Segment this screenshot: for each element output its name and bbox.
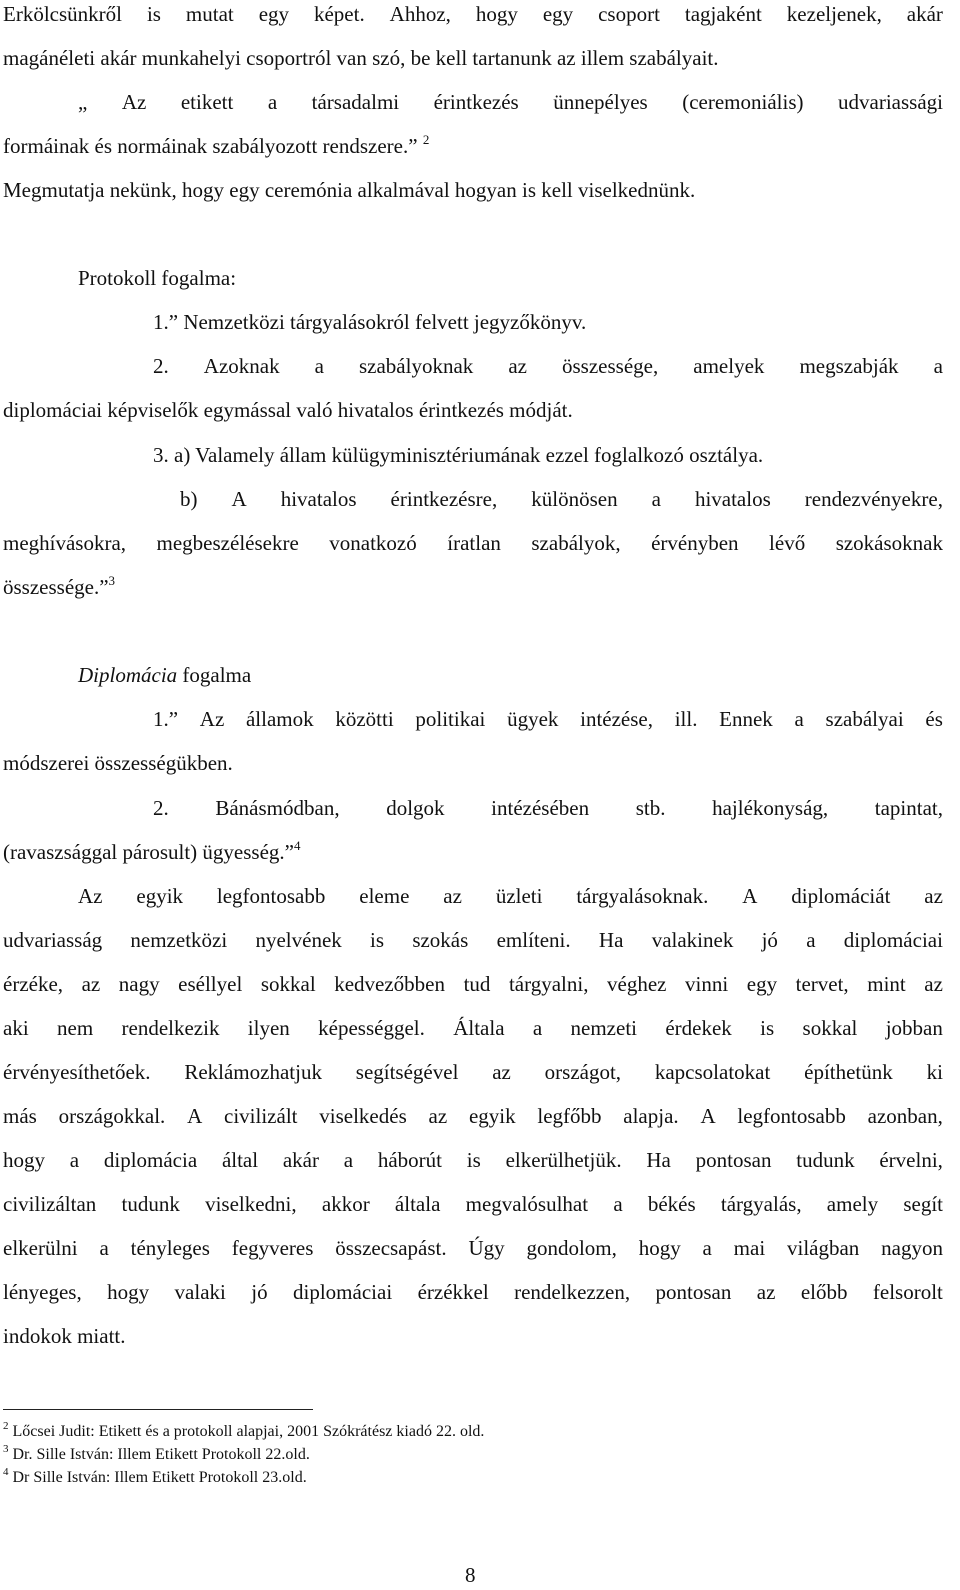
word: hogy xyxy=(638,1236,681,1260)
word: szokás xyxy=(412,928,469,952)
word: társadalmi xyxy=(311,90,400,114)
word: az xyxy=(492,1060,511,1084)
word: pontosan xyxy=(695,1148,772,1172)
page-number: 8 xyxy=(465,1563,476,1587)
word: építhetünk xyxy=(804,1060,893,1084)
word: udvariassági xyxy=(838,90,943,114)
word: legfőbb xyxy=(537,1104,602,1128)
word: különösen xyxy=(531,487,618,511)
word: képet. xyxy=(313,2,365,26)
word: stb. xyxy=(635,796,666,820)
word: b) xyxy=(180,487,198,511)
word: a xyxy=(99,1236,109,1260)
word: jó xyxy=(761,928,778,952)
word: rendelkezzen, xyxy=(514,1280,631,1304)
protokoll-heading: Protokoll fogalma: xyxy=(78,266,237,290)
word: hivatalos xyxy=(694,487,771,511)
etikett-definition-line-2 xyxy=(3,132,430,158)
word: hogy xyxy=(475,2,518,26)
word: egyik xyxy=(136,884,184,908)
word: Ha xyxy=(646,1148,671,1172)
word: nemzetközi xyxy=(130,928,228,952)
word: Az xyxy=(121,90,147,114)
word: is xyxy=(760,1016,775,1040)
word: civilizáltan xyxy=(3,1192,97,1216)
word: a xyxy=(794,707,804,731)
diplomacia-item-1-line-2: módszerei összességükben. xyxy=(3,751,233,775)
word: kezeljenek, xyxy=(786,2,882,26)
protokoll-item-3b-text: összessége.” xyxy=(3,575,109,599)
word: érzéke, xyxy=(3,972,64,996)
word: nagy xyxy=(118,972,160,996)
word: eséllyel xyxy=(178,972,243,996)
protokoll-item-1: 1.” Nemzetközi tárgyalásokról felvett jegyzőkönyv. xyxy=(153,310,587,334)
word: tudunk xyxy=(796,1148,855,1172)
word: legfontosabb xyxy=(737,1104,846,1128)
word: országot, xyxy=(544,1060,622,1084)
word: viselkedés xyxy=(319,1104,407,1128)
word: is xyxy=(466,1148,481,1172)
word: tapintat, xyxy=(874,796,943,820)
body-line xyxy=(3,1238,943,1259)
word: akár xyxy=(906,2,943,26)
word: hogy xyxy=(3,1148,45,1172)
word: tárgyalni, xyxy=(508,972,589,996)
word: Azoknak xyxy=(203,354,280,378)
word: megszabják xyxy=(799,354,899,378)
word: Bánásmódban, xyxy=(215,796,340,820)
protokoll-item-2-line-2: diplomáciai képviselők egymással való hivatalos érintkezés módját. xyxy=(3,398,573,422)
word: meghívásokra, xyxy=(3,531,127,555)
word: is xyxy=(146,2,161,26)
word: is xyxy=(370,928,385,952)
word: szokásoknak xyxy=(835,531,943,555)
diplomacia-item-2-line-1 xyxy=(153,798,943,819)
word: a xyxy=(532,1016,543,1040)
word: érintkezésre, xyxy=(390,487,498,511)
word: akár xyxy=(282,1148,319,1172)
footnote-number: 2 xyxy=(3,1420,9,1432)
word: elkerülhetjük. xyxy=(505,1148,622,1172)
word: A xyxy=(231,487,247,511)
word: Az xyxy=(199,707,225,731)
word: a xyxy=(702,1236,712,1260)
footnote-ref-2: 2 xyxy=(422,132,430,147)
body-line xyxy=(3,1150,943,1171)
word: 1.” xyxy=(153,707,179,731)
word: A xyxy=(700,1104,716,1128)
word: üzleti xyxy=(495,884,543,908)
body-line: indokok miatt. xyxy=(3,1324,126,1348)
word: jó xyxy=(251,1280,268,1304)
word: civilizált xyxy=(224,1104,298,1128)
word: eleme xyxy=(359,884,410,908)
word: akkor xyxy=(321,1192,370,1216)
word: 2. xyxy=(153,796,169,820)
word: hajlékonyság, xyxy=(712,796,829,820)
word: tárgyalásoknak. xyxy=(576,884,709,908)
word: lényeges, xyxy=(3,1280,82,1304)
word: aki xyxy=(3,1016,29,1040)
word: alapja. xyxy=(623,1104,679,1128)
word: jobban xyxy=(885,1016,943,1040)
footnote-text: Lőcsei Judit: Etikett és a protokoll alapjai, 2001 Szókrátész kiadó 22. old. xyxy=(8,1423,485,1440)
word: politikai xyxy=(415,707,486,731)
word: Úgy xyxy=(468,1236,505,1260)
word: tényleges xyxy=(130,1236,210,1260)
protokoll-item-2-line-1 xyxy=(153,356,943,377)
word: lévő xyxy=(769,531,806,555)
word: által xyxy=(221,1148,259,1172)
word: Az xyxy=(78,884,103,908)
word: fegyveres xyxy=(231,1236,314,1260)
word: ki xyxy=(926,1060,943,1084)
etikett-definition-text: formáinak és normáinak szabályozott rendszere.” xyxy=(3,134,418,158)
diplomacia-item-1-line-1 xyxy=(153,709,943,730)
word: vinni xyxy=(685,972,729,996)
footnote-ref-3: 3 xyxy=(108,573,116,588)
word: tagjaként xyxy=(684,2,762,26)
word: érzékkel xyxy=(417,1280,489,1304)
word: az xyxy=(81,972,101,996)
word: diplomáciát xyxy=(791,884,891,908)
word: az xyxy=(428,1104,448,1128)
diplomacia-heading xyxy=(78,665,251,686)
word: egy xyxy=(542,2,574,26)
word: a xyxy=(69,1148,80,1172)
word: valaki xyxy=(174,1280,226,1304)
word: intézésében xyxy=(491,796,590,820)
word: a xyxy=(314,354,324,378)
word: megvalósulhat xyxy=(465,1192,589,1216)
word: ill. xyxy=(674,707,698,731)
word: más xyxy=(3,1104,37,1128)
body-line xyxy=(3,1018,943,1039)
word: viselkedni, xyxy=(205,1192,297,1216)
footnote-ref-4: 4 xyxy=(293,838,301,853)
word: Általa xyxy=(453,1016,505,1040)
word: tud xyxy=(463,972,491,996)
word: rendelkezik xyxy=(121,1016,220,1040)
word: szabályoknak xyxy=(358,354,474,378)
word: a xyxy=(613,1192,623,1216)
word: érintkezés xyxy=(433,90,519,114)
word: békés xyxy=(647,1192,696,1216)
footnote-number: 3 xyxy=(3,1443,9,1455)
word: világban xyxy=(787,1236,860,1260)
word: tudunk xyxy=(121,1192,180,1216)
word: hivatalos xyxy=(280,487,357,511)
word: mai xyxy=(733,1236,766,1260)
word: Ennek xyxy=(719,707,773,731)
diplomacia-heading-rest: fogalma xyxy=(177,663,252,687)
word: „ xyxy=(78,90,88,114)
word: érvényesíthetőek. xyxy=(3,1060,151,1084)
word: rendezvényekre, xyxy=(804,487,943,511)
word: vonatkozó xyxy=(329,531,417,555)
word: kedvezőbben xyxy=(334,972,446,996)
word: diplomáciai xyxy=(293,1280,393,1304)
word: a xyxy=(343,1148,354,1172)
word: A xyxy=(187,1104,203,1128)
word: a xyxy=(267,90,278,114)
etikett-definition-line-1 xyxy=(78,92,943,113)
word: nemzeti xyxy=(570,1016,637,1040)
word: tervet, xyxy=(795,972,849,996)
word: elkerülni xyxy=(3,1236,78,1260)
word: A xyxy=(742,884,758,908)
word: egyik xyxy=(468,1104,516,1128)
word: államok xyxy=(245,707,314,731)
body-line xyxy=(3,1282,943,1303)
word: intézése, xyxy=(580,707,653,731)
protokoll-item-3b-line-2 xyxy=(3,533,943,554)
word: Erkölcsünkről xyxy=(3,2,122,26)
word: mint xyxy=(867,972,906,996)
word: véghez xyxy=(607,972,667,996)
word: szabályok, xyxy=(531,531,621,555)
word: ünnepélyes xyxy=(553,90,648,114)
word: kapcsolatokat xyxy=(654,1060,771,1084)
protokoll-item-3b-line-1 xyxy=(180,489,943,510)
word: amely xyxy=(826,1192,879,1216)
word: általa xyxy=(394,1192,441,1216)
word: Reklámozhatjuk xyxy=(184,1060,322,1084)
body-line xyxy=(3,974,943,995)
word: nem xyxy=(57,1016,94,1040)
word: nyelvének xyxy=(255,928,342,952)
word: legfontosabb xyxy=(216,884,326,908)
word: és xyxy=(925,707,943,731)
word: valakinek xyxy=(651,928,734,952)
word: a xyxy=(651,487,661,511)
word: tárgyalás, xyxy=(720,1192,802,1216)
word: hogy xyxy=(107,1280,150,1304)
word: Ha xyxy=(598,928,624,952)
word: felsorolt xyxy=(872,1280,943,1304)
word: háborút xyxy=(377,1148,443,1172)
word: előbb xyxy=(800,1280,848,1304)
word: érvényben xyxy=(651,531,739,555)
diplomacia-item-2-text: (ravaszsággal párosult) ügyesség.” xyxy=(3,840,294,864)
word: a xyxy=(806,928,816,952)
footnote xyxy=(3,1420,485,1440)
word: szabályai xyxy=(825,707,904,731)
word: képességgel. xyxy=(318,1016,425,1040)
footnote-text: Dr. Sille István: Illem Etikett Protokoll 22.old. xyxy=(8,1446,310,1463)
word: udvariasság xyxy=(3,928,103,952)
word: ügyek xyxy=(507,707,559,731)
word: összessége, xyxy=(562,354,659,378)
word: egy xyxy=(746,972,778,996)
word: diplomáciai xyxy=(843,928,943,952)
word: dolgok xyxy=(386,796,445,820)
word: említeni. xyxy=(496,928,571,952)
word: mutat xyxy=(185,2,234,26)
body-line xyxy=(3,1194,943,1215)
body-line xyxy=(3,930,943,951)
word: az xyxy=(756,1280,776,1304)
word: amelyek xyxy=(693,354,765,378)
word: nagyon xyxy=(881,1236,943,1260)
word: közötti xyxy=(335,707,394,731)
footnote-number: 4 xyxy=(3,1466,9,1478)
word: (ceremoniális) xyxy=(682,90,804,114)
word: gondolom, xyxy=(526,1236,617,1260)
word: érvelni, xyxy=(879,1148,943,1172)
word: segít xyxy=(903,1192,943,1216)
etikett-definition-line-3: Megmutatja nekünk, hogy egy ceremónia alkalmával hogyan is kell viselkednünk. xyxy=(3,178,696,202)
word: azonban, xyxy=(867,1104,943,1128)
word: 2. xyxy=(153,354,169,378)
diplomacia-heading-italic: Diplomácia xyxy=(78,663,178,687)
word: csoport xyxy=(598,2,660,26)
protokoll-item-3b-line-3 xyxy=(3,573,116,599)
word: összecsapást. xyxy=(335,1236,447,1260)
footnote-text: Dr Sille István: Illem Etikett Protokoll 23.old. xyxy=(8,1469,307,1486)
word: Ahhoz, xyxy=(389,2,451,26)
paragraph-1-line-2: magánéleti akár munkahelyi csoportról van szó, be kell tartanunk az illem szabályait. xyxy=(3,46,719,70)
body-line xyxy=(3,1106,943,1127)
body-line xyxy=(3,1062,943,1083)
diplomacia-item-2-line-2 xyxy=(3,838,301,864)
word: az xyxy=(924,884,943,908)
word: az xyxy=(443,884,462,908)
word: sokkal xyxy=(802,1016,858,1040)
word: ilyen xyxy=(247,1016,290,1040)
word: országokkal. xyxy=(58,1104,166,1128)
protokoll-item-3a: 3. a) Valamely állam külügyminisztériumának ezzel foglalkozó osztálya. xyxy=(153,443,764,467)
footnote xyxy=(3,1466,307,1486)
word: diplomácia xyxy=(103,1148,198,1172)
body-line xyxy=(78,886,943,907)
word: az xyxy=(924,972,943,996)
word: pontosan xyxy=(655,1280,732,1304)
paragraph-1-line-1 xyxy=(3,4,943,25)
word: egy xyxy=(258,2,290,26)
word: sokkal xyxy=(260,972,316,996)
word: a xyxy=(933,354,943,378)
footnote-separator xyxy=(3,1409,313,1410)
word: az xyxy=(508,354,527,378)
footnote xyxy=(3,1443,310,1463)
word: íratlan xyxy=(447,531,501,555)
word: segítségével xyxy=(355,1060,459,1084)
word: etikett xyxy=(180,90,234,114)
word: megbeszélésekre xyxy=(156,531,299,555)
word: érdekek xyxy=(665,1016,732,1040)
